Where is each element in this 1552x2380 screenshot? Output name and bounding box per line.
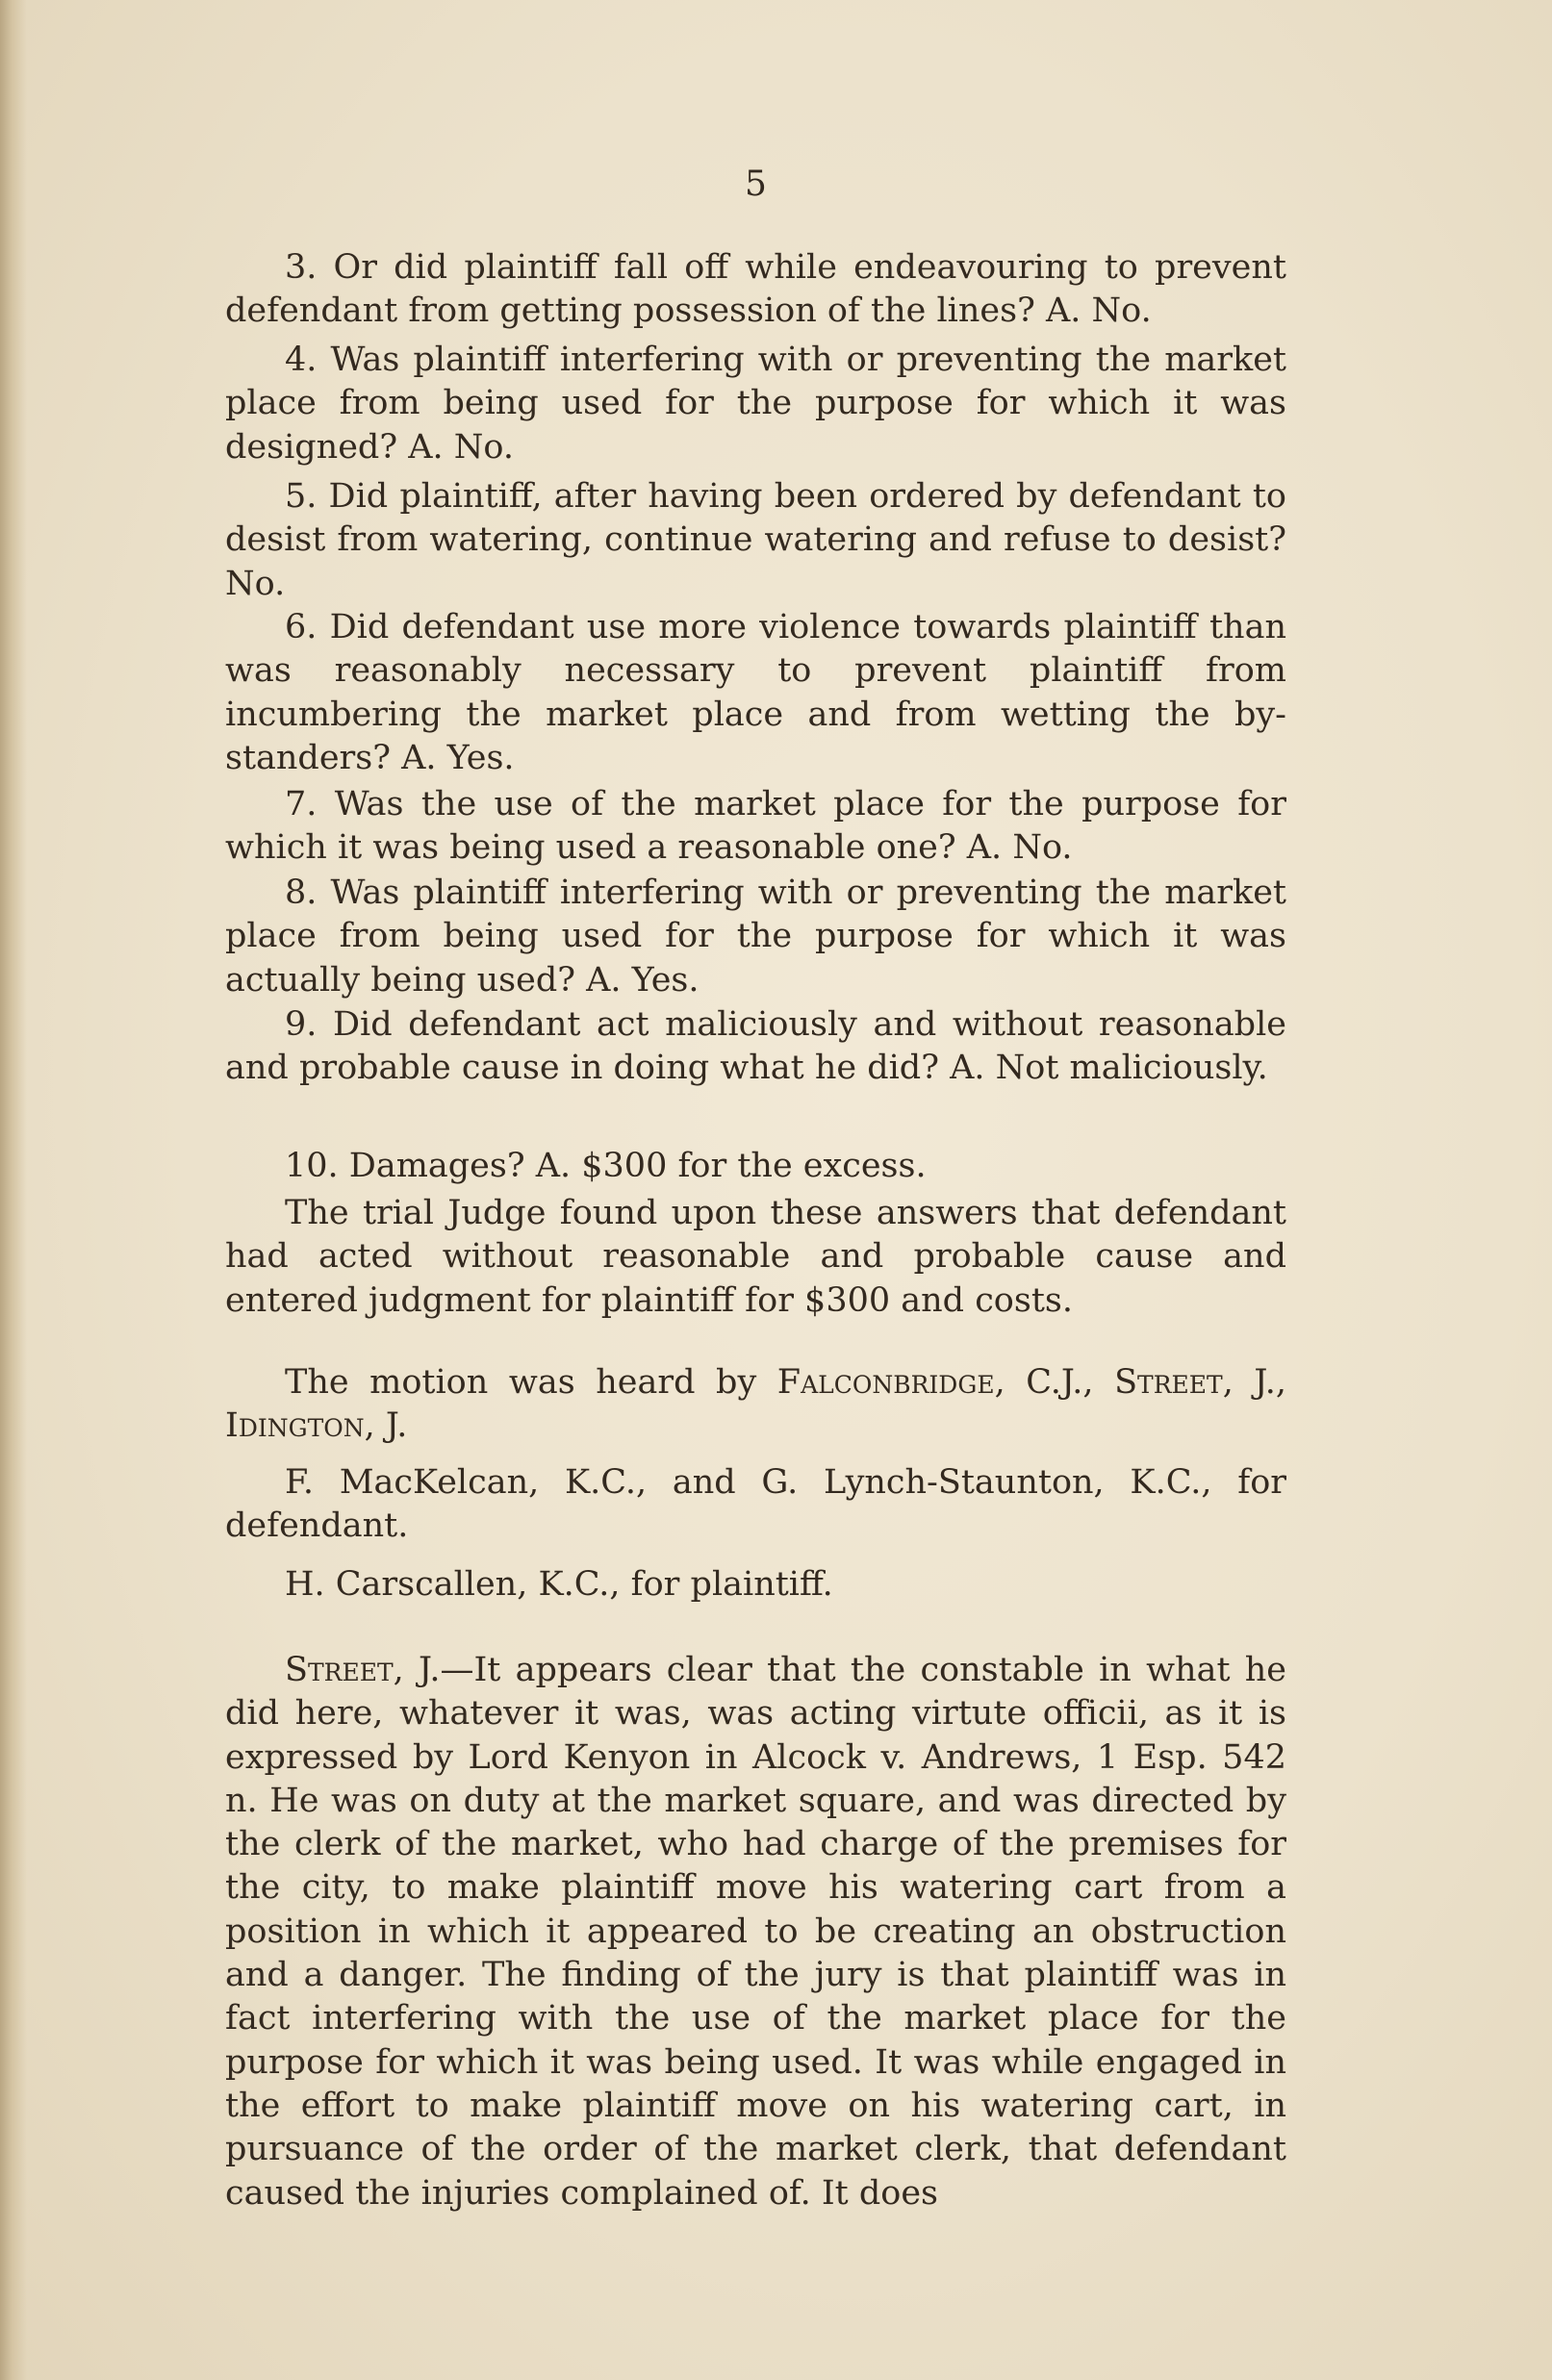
judge-idington: Idington xyxy=(225,1406,365,1446)
question-8: 8. Was plaintiff interfering with or preventing the market place from being used for the purpose for which it was actually being used? A. Yes. xyxy=(225,874,1286,1000)
damages-answer: 10. Damages? A. $300 for the excess. xyxy=(285,1147,927,1185)
counsel-defendant: F. MacKelcan, K.C., and G. Lynch-Staunton, K.C., for defendant. xyxy=(225,1463,1286,1546)
question-9: 9. Did defendant act maliciously and without reasonable and probable cause in doing what he did? A. Not maliciously. xyxy=(225,1005,1286,1088)
judgment-street xyxy=(225,1649,1286,2215)
judgment-text: , J.—It appears clear that the constable in what he did here, whatever it was, was acting virtute officii, as it is expressed by Lord Kenyon in Alcock v. Andrews, 1 Esp. 542 n. He was on duty at the market square, and was directed by the clerk of the market, who had charge of the premises for the city, to make plaintiff move his watering cart from a position in which it appeared to be creating an obstruction and a danger. The finding of the jury is that plaintiff was in fact interfering with the use of the market place for the purpose for which it was being used. It was while engaged in the effort to make plaintiff move on his watering cart, in pursuance of the order of the market clerk, that defendant caused the injuries complained of. It does xyxy=(225,1651,1286,2213)
motion-sep-1: , C.J., xyxy=(994,1363,1115,1402)
trial-judge-finding: The trial Judge found upon these answers that defendant had acted without reasonable and probable cause and entered judgment for plaintiff for $300 and costs. xyxy=(225,1194,1286,1320)
question-3: 3. Or did plaintiff fall off while endeavouring to prevent defendant from getting possession of the lines? A. No. xyxy=(225,248,1286,331)
question-4: 4. Was plaintiff interfering with or preventing the market place from being used for the purpose for which it was designed? A. No. xyxy=(225,341,1286,467)
motion-heard-by xyxy=(225,1361,1286,1449)
motion-prefix: The motion was heard by xyxy=(285,1363,777,1402)
question-7: 7. Was the use of the market place for the purpose for which it was being used a reasonable one? A. No. xyxy=(225,785,1286,868)
counsel-plaintiff: H. Carscallen, K.C., for plaintiff. xyxy=(285,1565,833,1604)
judge-street: Street xyxy=(1114,1363,1223,1402)
page-gutter-shadow xyxy=(0,0,27,2380)
motion-sep-2: , J., xyxy=(1222,1363,1286,1402)
page-number: 5 xyxy=(745,165,767,204)
judgment-judge-name: Street xyxy=(285,1651,394,1689)
question-6: 6. Did defendant use more violence towards plaintiff than was reasonably necessary to prevent plaintiff from incumbering the market place and from wetting the by-standers? A. Yes. xyxy=(225,608,1286,777)
question-5: 5. Did plaintiff, after having been ordered by defendant to desist from watering, continue watering and refuse to desist? No. xyxy=(225,477,1286,603)
motion-suffix: , J. xyxy=(364,1406,408,1446)
judge-falconbridge: Falconbridge xyxy=(776,1363,995,1402)
